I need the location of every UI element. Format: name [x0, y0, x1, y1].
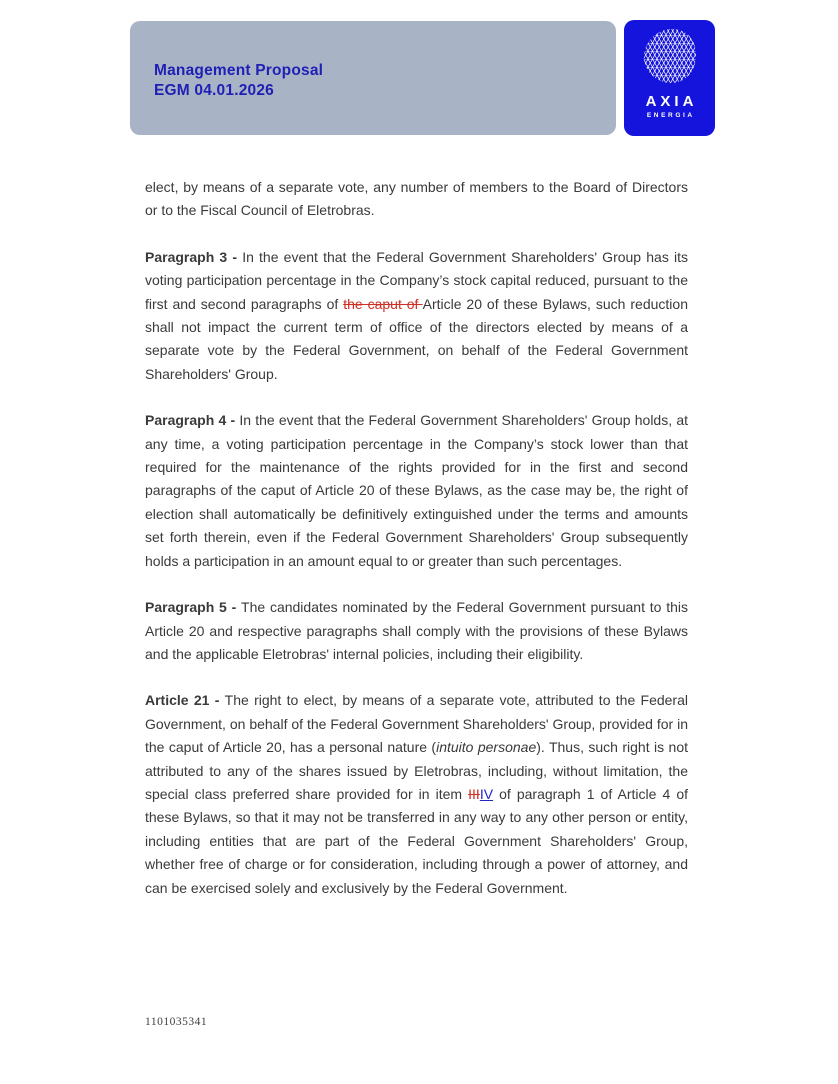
text-segment-bold: Paragraph 5 -: [145, 599, 242, 616]
text-segment-normal: of paragraph 1 of Article 4 of these Bylaws, so that it may not be transferred in any way to any other person or entity, including entities that are part of the Federal Government Shareholders' Group, whether free of charge or for consideration, including through a power of attorney, and can be exercised solely and exclusively by the Federal Government.: [145, 785, 688, 896]
paragraph: [145, 409, 688, 573]
text-segment-underline-blue: IV: [479, 785, 494, 802]
logo-brand-text: AXIA: [645, 93, 698, 110]
sphere-logo-icon: [639, 27, 701, 93]
document-title-line2: EGM 04.01.2026: [154, 82, 274, 99]
text-segment-bold: Paragraph 4 -: [145, 412, 240, 429]
text-segment-normal: The right to elect, by means of a separate vote, attributed to the Federal Government, on behalf of the Federal Government Shareholders' Group, provided for in the caput of Article 20, has a personal nature (: [145, 692, 688, 756]
title-banner: [130, 21, 616, 135]
text-segment-strike-red: the caput of: [343, 295, 423, 312]
text-segment-normal: In the event that the Federal Government Shareholders' Group has its voting participation percentage in the Company’s stock capital reduced, pursuant to the first and second paragraphs of: [145, 248, 688, 312]
text-segment-normal: Article 20 of these Bylaws, such reduction shall not impact the current term of office of the directors elected by means of a separate vote by the Federal Government, on behalf of the Federal Government Shareholders' Group.: [145, 295, 688, 382]
paragraph: [145, 176, 688, 223]
text-segment-normal: In the event that the Federal Government Shareholders' Group holds, at any time, a voting participation percentage in the Company’s stock lower than that required for the maintenance of the rights provided for in the first and second paragraphs of the caput of Article 20 of these Bylaws, as the case may be, the right of election shall automatically be definitively extinguished under the terms and amounts set forth therein, even if the Federal Government Shareholders' Group subsequently holds a participation in an amount equal to or greater than such percentages.: [145, 412, 688, 569]
text-segment-bold: Paragraph 3 -: [145, 248, 243, 265]
document-body: [145, 176, 688, 923]
text-segment-strike-red: III: [468, 785, 480, 802]
logo-subtitle-text: ENERGIA: [646, 112, 695, 119]
text-segment-normal: elect, by means of a separate vote, any number of members to the Board of Directors or to the Fiscal Council of Eletrobras.: [145, 179, 688, 219]
paragraph: [145, 246, 688, 386]
axia-logo: [624, 20, 715, 136]
text-segment-normal: ). Thus, such right is not attributed to any of the shares issued by Eletrobras, including, without limitation, the special class preferred share provided for in item: [145, 739, 688, 802]
text-segment-italic: intuito personae: [436, 739, 537, 756]
text-segment-bold: Article 21 -: [145, 692, 225, 709]
document-title: [154, 61, 323, 101]
paragraph: [145, 689, 688, 900]
text-segment-normal: The candidates nominated by the Federal Government pursuant to this Article 20 and respective paragraphs shall comply with the provisions of these Bylaws and the applicable Eletrobras' internal policies, including their eligibility.: [145, 599, 688, 662]
document-title-line1: Management Proposal: [154, 62, 324, 79]
page-footer: [145, 1016, 207, 1028]
document-number: 1101035341: [145, 1016, 208, 1028]
paragraph: [145, 596, 688, 666]
